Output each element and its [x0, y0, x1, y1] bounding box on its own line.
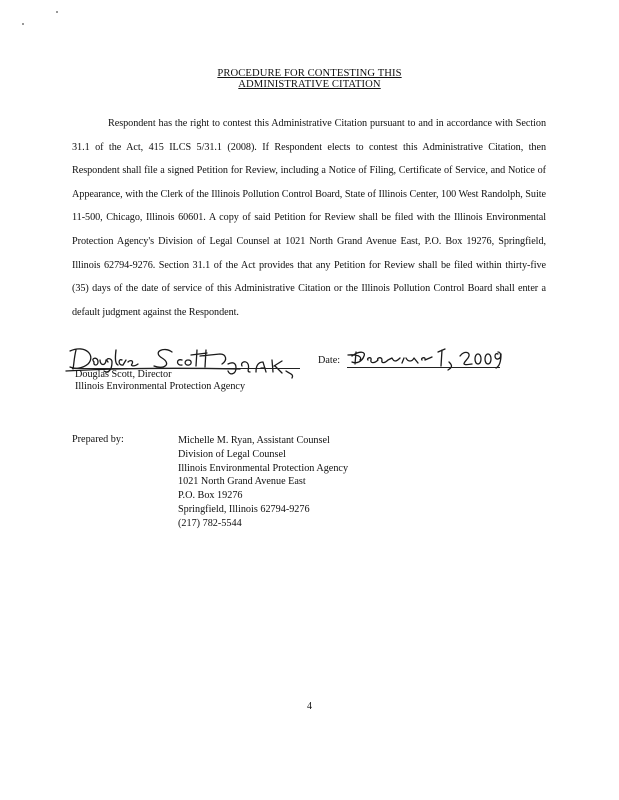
- prepared-by-line: Michelle M. Ryan, Assistant Counsel: [178, 435, 330, 446]
- scan-speck: [22, 23, 24, 25]
- prepared-by-line: Division of Legal Counsel: [178, 448, 286, 460]
- date-line: [347, 367, 500, 368]
- prepared-by-line: P.O. Box 19276: [178, 490, 243, 502]
- signer-agency: Illinois Environmental Protection Agency: [75, 381, 246, 392]
- title-line-1: PROCEDURE FOR CONTESTING THIS: [217, 68, 402, 79]
- title-line-2: ADMINISTRATIVE CITATION: [238, 79, 381, 90]
- page-number: 4: [307, 701, 312, 712]
- prepared-by-line: Springfield, Illinois 62794-9276: [178, 503, 310, 515]
- prepared-by-label: Prepared by:: [72, 434, 124, 445]
- prepared-by-line: Illinois Environmental Protection Agency: [178, 462, 349, 474]
- signer-info: [75, 369, 245, 393]
- document-title: [140, 68, 479, 90]
- procedure-paragraph: Respondent has the right to contest this Administrative Citation pursuant to and in accordance with Section 31.1 of the Act, 415 ILCS 5/31.1 (2008). If Respondent elects to contest this Administrative Citation, then Respondent shall file a signed Petition for Review, including a Notice of Filing, Certificate of Service, and Notice of Appearance, with the Clerk of the Illinois Pollution Control Board, State of Illinois Center, 100 West Randolph, Suite 11-500, Chicago, Illinois 60601. A copy of said Petition for Review shall be filed with the Illinois Environmental Protection Agency's Division of Legal Counsel at 1021 North Grand Avenue East, P.O. Box 19276, Springfield, Illinois 62794-9276. Section 31.1 of the Act provides that any Petition for Review shall be filed within thirty-five (35) days of the date of service of this Administrative Citation or the Illinois Pollution Control Board shall enter a default judgment against the Respondent.: [72, 118, 546, 318]
- signer-name: Douglas Scott, Director: [75, 369, 172, 380]
- prepared-by-line: 1021 North Grand Avenue East: [178, 476, 306, 488]
- signature-block: [60, 338, 560, 398]
- scan-speck: [56, 11, 58, 13]
- prepared-by-line: (217) 782-5544: [178, 517, 242, 529]
- prepared-by-address: [178, 434, 348, 531]
- date-label: Date:: [318, 355, 341, 366]
